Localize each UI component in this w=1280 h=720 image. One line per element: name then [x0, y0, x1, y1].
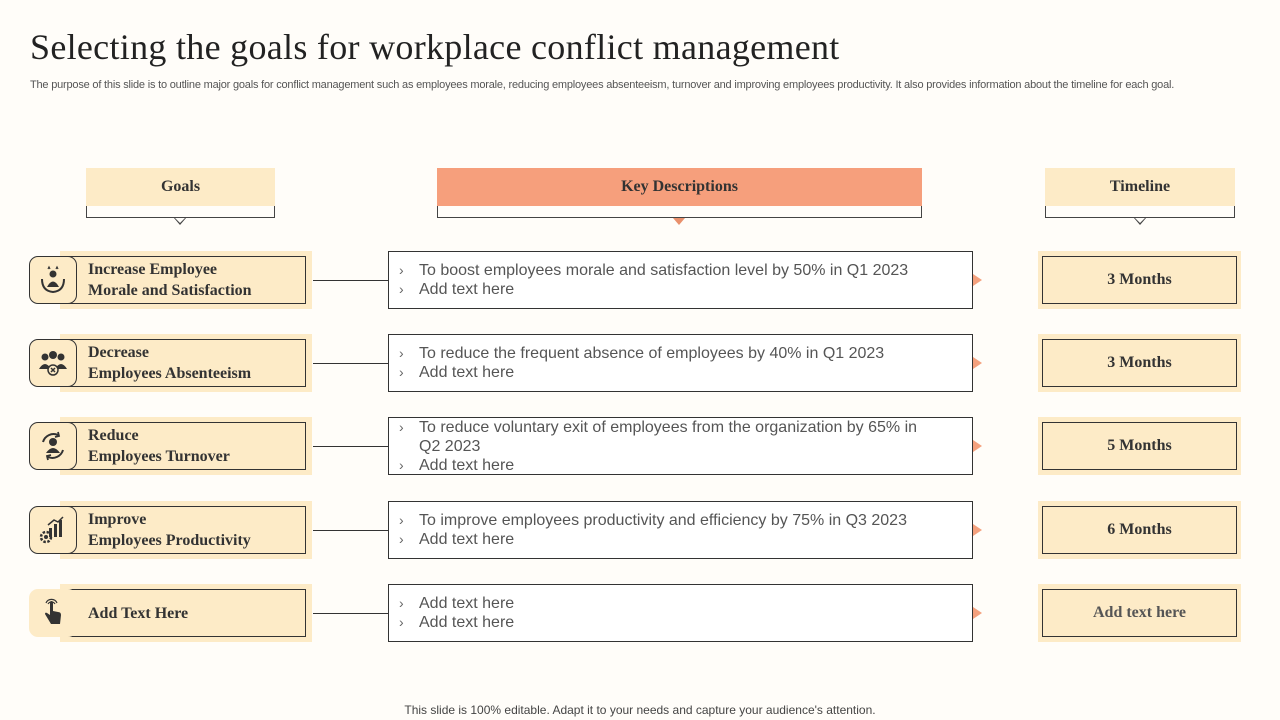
goal-row-morale	[0, 251, 1280, 311]
goal-row-placeholder	[0, 584, 1280, 644]
pointer-arrow-icon	[973, 607, 982, 619]
connector-line	[313, 613, 389, 614]
goal-label: Improve Employees Productivity	[60, 506, 306, 554]
goal-card	[60, 417, 312, 475]
timeline-bracket	[1045, 206, 1235, 218]
description-box	[388, 334, 973, 392]
connector-line	[313, 280, 389, 281]
timeline-card	[1038, 417, 1241, 475]
slide-footer: This slide is 100% editable. Adapt it to your needs and capture your audience's attention.	[404, 703, 876, 717]
timeline-value: 5 Months	[1042, 422, 1237, 470]
goals-bracket	[86, 206, 275, 218]
goal-label: Increase Employee Morale and Satisfaction	[60, 256, 306, 304]
goal-label: Add Text Here	[60, 589, 306, 637]
description-bullet: › Add text here	[399, 281, 515, 298]
timeline-value: 3 Months	[1042, 256, 1237, 304]
timeline-card	[1038, 501, 1241, 559]
goals-down-triangle-icon	[174, 218, 186, 225]
team-icon	[29, 339, 77, 387]
timeline-card	[1038, 251, 1241, 309]
description-bullet: › Add text here	[399, 614, 515, 631]
goal-row-absenteeism	[0, 334, 1280, 394]
description-box	[388, 584, 973, 642]
description-bullet: › Add text here	[399, 364, 515, 381]
user-cycle-icon	[29, 422, 77, 470]
description-bullet: › Add text here	[399, 595, 515, 612]
timeline-value: Add text here	[1042, 589, 1237, 637]
goal-label: Reduce Employees Turnover	[60, 422, 306, 470]
productivity-icon	[29, 506, 77, 554]
description-bullet: › Add text here	[399, 456, 515, 474]
description-box	[388, 251, 973, 309]
timeline-header: Timeline	[1045, 168, 1235, 206]
timeline-card	[1038, 334, 1241, 392]
timeline-value: 3 Months	[1042, 339, 1237, 387]
descriptions-header: Key Descriptions	[437, 168, 922, 206]
description-bullet: › To reduce voluntary exit of employees from the organization by 65% in Q2 2023	[399, 418, 918, 455]
slide-title: Selecting the goals for workplace conflict management	[30, 27, 840, 67]
goals-header: Goals	[86, 168, 275, 206]
morale-icon	[29, 256, 77, 304]
description-bullet: › To improve employees productivity and efficiency by 75% in Q3 2023	[399, 512, 907, 529]
slide-subtitle: The purpose of this slide is to outline major goals for conflict management such as employees morale, reducing employees absenteeism, turnover and improving employees productivity. It also provides information about the timeline for each goal.	[30, 79, 1175, 91]
goal-label: Decrease Employees Absenteeism	[60, 339, 306, 387]
pointer-arrow-icon	[973, 524, 982, 536]
description-box	[388, 501, 973, 559]
goal-card	[60, 251, 312, 309]
pointer-arrow-icon	[973, 357, 982, 369]
connector-line	[313, 446, 389, 447]
connector-line	[313, 530, 389, 531]
timeline-card	[1038, 584, 1241, 642]
connector-line	[313, 363, 389, 364]
goal-card	[60, 501, 312, 559]
pointer-arrow-icon	[973, 440, 982, 452]
description-box	[388, 417, 973, 475]
goal-card	[60, 334, 312, 392]
goal-row-productivity	[0, 501, 1280, 561]
description-bullet: › Add text here	[399, 531, 515, 548]
descriptions-bracket	[437, 206, 922, 218]
timeline-value: 6 Months	[1042, 506, 1237, 554]
description-bullet: › To reduce the frequent absence of employees by 40% in Q1 2023	[399, 345, 885, 362]
timeline-down-triangle-icon	[1134, 218, 1146, 225]
description-bullet: › To boost employees morale and satisfaction level by 50% in Q1 2023	[399, 262, 909, 279]
pointer-arrow-icon	[973, 274, 982, 286]
descriptions-down-triangle-icon	[673, 218, 685, 225]
goal-row-turnover	[0, 417, 1280, 477]
goal-card	[60, 584, 312, 642]
pointer-hand-icon	[29, 589, 77, 637]
